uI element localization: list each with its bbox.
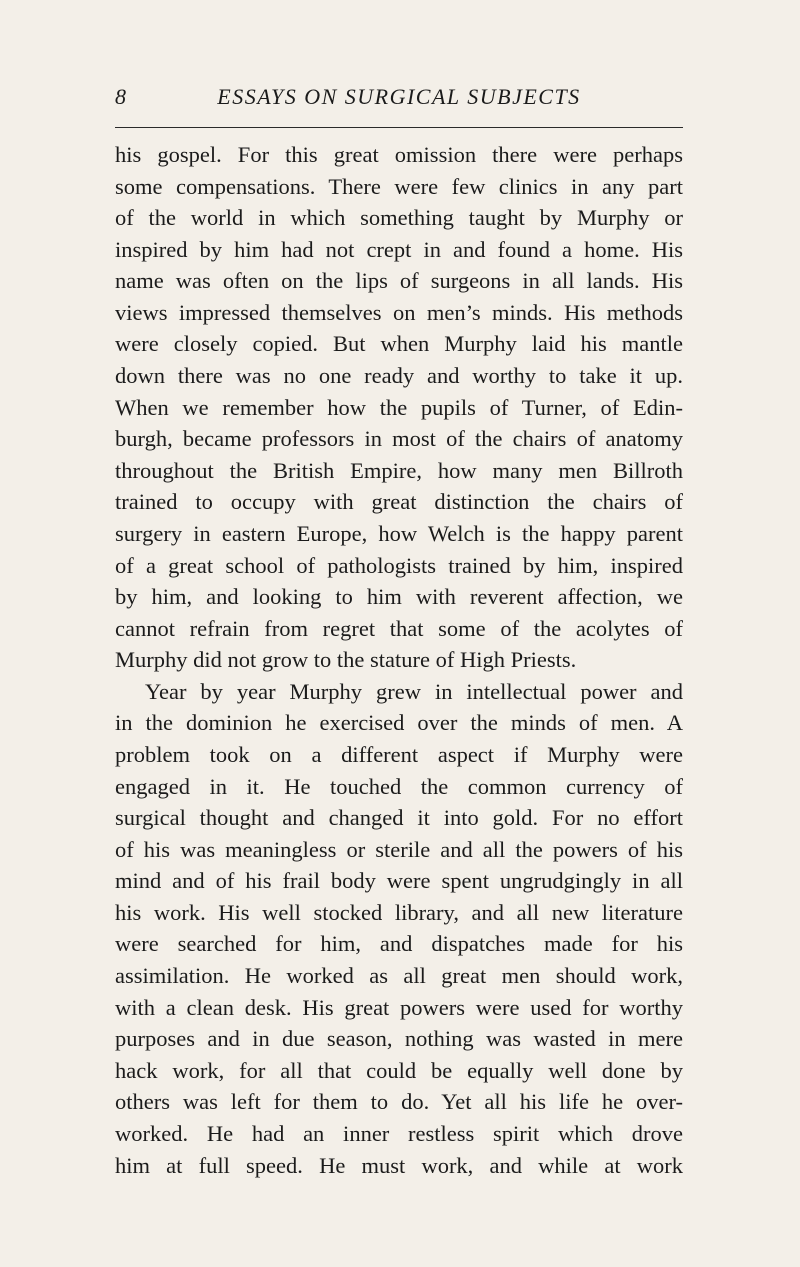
- text-line: were closely copied. But when Murphy laid his mantle: [115, 331, 683, 357]
- text-line: views impressed themselves on men’s minds. His methods: [115, 299, 683, 325]
- text-line: When we remember how the pupils of Turner, of Edin-: [115, 394, 683, 420]
- text-line: engaged in it. He touched the common currency of: [115, 773, 683, 799]
- text-line: him at full speed. He must work, and while at work: [115, 1152, 683, 1178]
- text-line: in the dominion he exercised over the minds of men. A: [115, 710, 683, 736]
- text-line: his work. His well stocked library, and all new literature: [115, 899, 683, 925]
- body-text: [115, 139, 683, 1181]
- running-head: [115, 84, 683, 120]
- text-line: Year by year Murphy grew in intellectual power and: [145, 678, 683, 704]
- text-line: down there was no one ready and worthy to take it up.: [115, 363, 683, 389]
- text-line: of his was meaningless or sterile and all the powers of his: [115, 836, 683, 862]
- text-line: burgh, became professors in most of the chairs of anatomy: [115, 426, 683, 452]
- text-line: assimilation. He worked as all great men should work,: [115, 963, 683, 989]
- header-rule: [115, 127, 683, 128]
- text-line: were searched for him, and dispatches made for his: [115, 931, 683, 957]
- text-line: his gospel. For this great omission there were perhaps: [115, 142, 683, 167]
- text-line: with a clean desk. His great powers were used for worthy: [115, 994, 683, 1020]
- text-line: some compensations. There were few clinics in any part: [115, 173, 683, 199]
- text-line: hack work, for all that could be equally well done by: [115, 1057, 683, 1083]
- text-line: problem took on a different aspect if Murphy were: [115, 741, 683, 767]
- text-line: purposes and in due season, nothing was wasted in mere: [115, 1026, 683, 1052]
- text-line: of the world in which something taught by Murphy or: [115, 205, 683, 231]
- running-title: ESSAYS ON SURGICAL SUBJECTS: [217, 84, 581, 109]
- text-line: cannot refrain from regret that some of the acolytes of: [115, 615, 683, 641]
- text-line: others was left for them to do. Yet all his life he over-: [115, 1089, 683, 1115]
- text-line: of a great school of pathologists trained by him, inspired: [115, 552, 683, 578]
- text-line: by him, and looking to him with reverent affection, we: [115, 584, 683, 610]
- text-line: trained to occupy with great distinction the chairs of: [115, 489, 683, 515]
- text-line: Murphy did not grow to the stature of High Priests.: [115, 647, 577, 673]
- text-line: surgery in eastern Europe, how Welch is the happy parent: [115, 520, 683, 546]
- text-line: mind and of his frail body were spent ungrudgingly in all: [115, 868, 683, 894]
- text-line: inspired by him had not crept in and found a home. His: [115, 236, 683, 262]
- text-line: throughout the British Empire, how many men Billroth: [115, 457, 683, 483]
- page-number: 8: [115, 84, 127, 109]
- text-line: worked. He had an inner restless spirit which drove: [115, 1120, 683, 1146]
- text-line: name was often on the lips of surgeons in all lands. His: [115, 268, 683, 294]
- text-line: surgical thought and changed it into gold. For no effort: [115, 805, 683, 831]
